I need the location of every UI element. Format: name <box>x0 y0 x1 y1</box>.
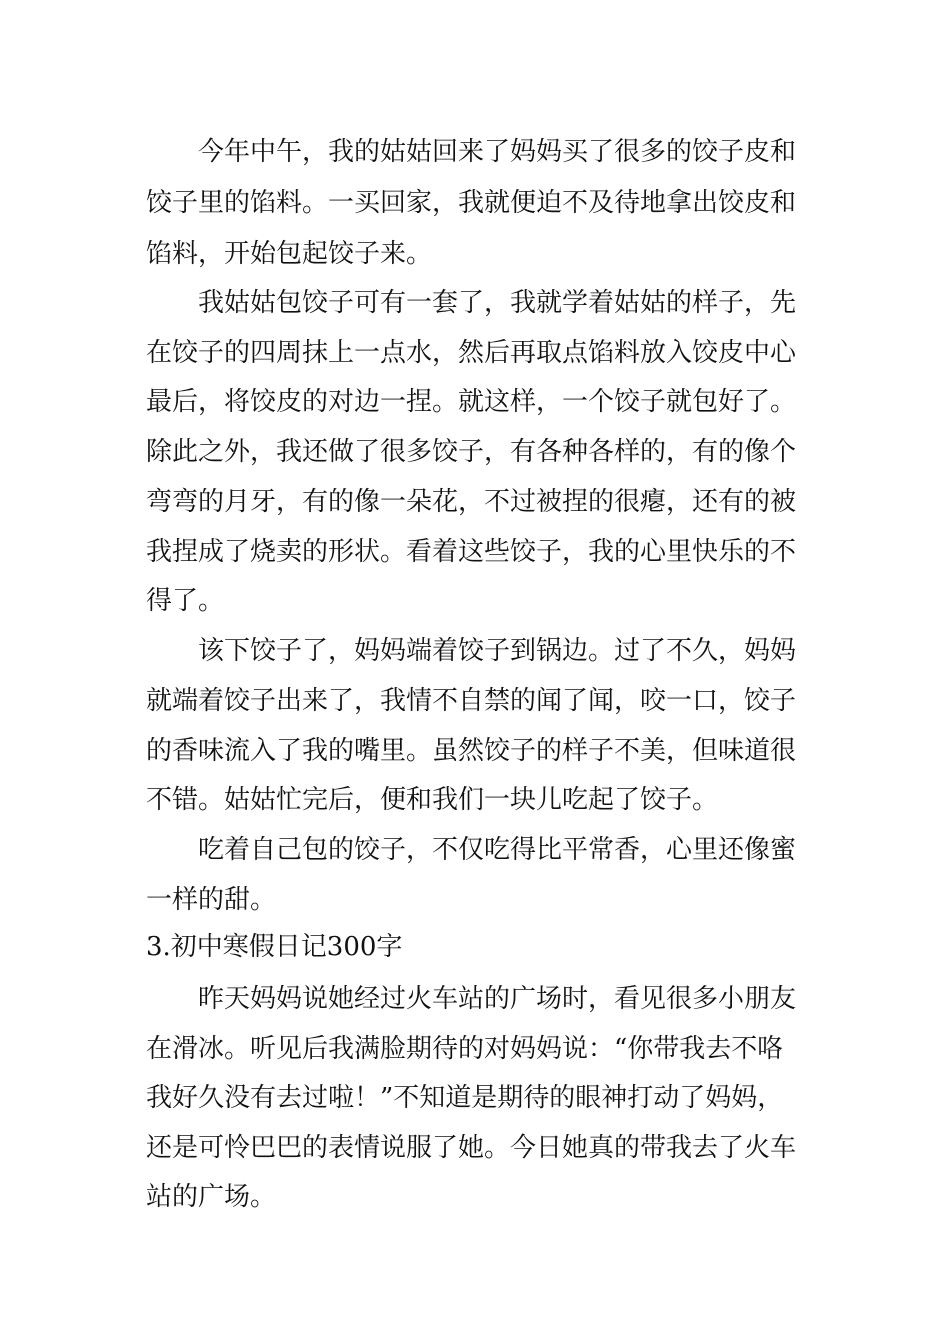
paragraph-2-line-5: 弯弯的月牙，有的像一朵花，不过被捏的很瘪，还有的被 <box>146 487 797 517</box>
paragraph-5-line-4: 还是可怜巴巴的表情说服了她。今日她真的带我去了火车 <box>146 1133 797 1163</box>
paragraph-1-line-2: 饺子里的馅料。一买回家，我就便迫不及待地拿出饺皮和 <box>146 188 797 218</box>
paragraph-3-line-2: 就端着饺子出来了，我情不自禁的闻了闻，咬一口，饺子 <box>146 686 797 716</box>
paragraph-1-line-1: 今年中午，我的姑姑回来了妈妈买了很多的饺子皮和 <box>198 137 797 167</box>
paragraph-4-line-2: 一样的甜。 <box>146 885 277 915</box>
paragraph-5-line-3: 我好久没有去过啦！”不知道是期待的眼神打动了妈妈， <box>146 1083 784 1113</box>
paragraph-2-line-1: 我姑姑包饺子可有一套了，我就学着姑姑的样子，先 <box>198 288 797 318</box>
paragraph-2-line-4: 除此之外，我还做了很多饺子，有各种各样的，有的像个 <box>146 437 797 467</box>
paragraph-5-line-1: 昨天妈妈说她经过火车站的广场时，看见很多小朋友 <box>198 984 797 1014</box>
paragraph-2-line-6: 我捏成了烧卖的形状。看着这些饺子，我的心里快乐的不 <box>146 537 797 567</box>
paragraph-3-line-4: 不错。姑姑忙完后，便和我们一块儿吃起了饺子。 <box>146 785 719 815</box>
paragraph-1-line-3: 馅料，开始包起饺子来。 <box>146 239 433 269</box>
section-heading: 3.初中寒假日记300字 <box>146 932 403 962</box>
paragraph-5-line-5: 站的广场。 <box>146 1182 277 1212</box>
paragraph-4-line-1: 吃着自己包的饺子，不仅吃得比平常香，心里还像蜜 <box>198 835 797 865</box>
paragraph-3-line-3: 的香味流入了我的嘴里。虽然饺子的样子不美，但味道很 <box>146 736 797 766</box>
paragraph-2-line-3: 最后，将饺皮的对边一捏。就这样，一个饺子就包好了。 <box>146 387 797 417</box>
paragraph-5-line-2: 在滑冰。听见后我满脸期待的对妈妈说：“你带我去不咯 <box>146 1034 784 1064</box>
paragraph-2-line-2: 在饺子的四周抹上一点水，然后再取点馅料放入饺皮中心 <box>146 338 797 368</box>
paragraph-2-line-7: 得了。 <box>146 586 225 616</box>
paragraph-3-line-1: 该下饺子了，妈妈端着饺子到锅边。过了不久，妈妈 <box>198 636 797 666</box>
